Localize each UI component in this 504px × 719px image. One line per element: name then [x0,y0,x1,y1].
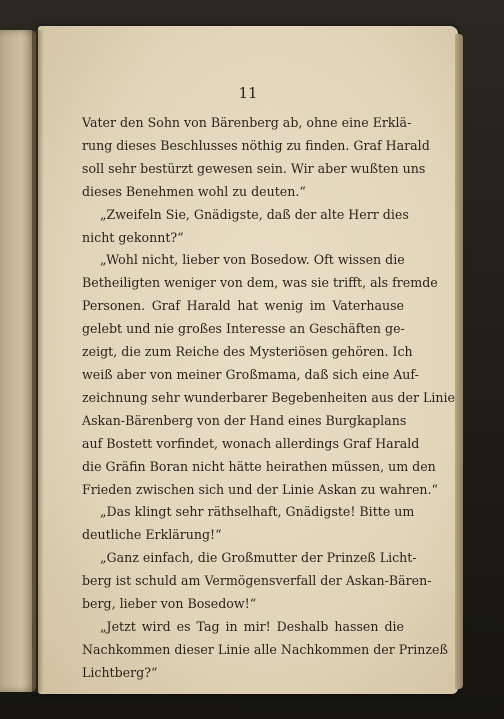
text-line: Personen. Graf Harald hat wenig im Vaterhause [82,298,404,314]
text-line: auf Bostett vorfindet, wonach allerdings Graf Harald [82,435,420,451]
text-line: zeichnung sehr wunderbarer Begebenheiten aus der Linie [82,389,456,405]
page-number: 11 [238,84,258,102]
binding-shadow [32,30,44,692]
text-line: nicht gekonnt?“ [82,229,184,245]
text-line: Vater den Sohn von Bärenberg ab, ohne eine Erklä- [82,115,412,130]
text-line: berg ist schuld am Vermögensverfall der Askan-Bären- [82,573,432,589]
text-line: weiß aber von meiner Großmama, daß sich eine Auf- [82,366,419,382]
text-line: soll sehr bestürzt gewesen sein. Wir aber wußten uns [82,160,426,176]
page-stack-edge [455,34,463,689]
text-line: die Gräfin Boran nicht hätte heirathen müssen, um den [82,458,436,474]
text-line: „Das klingt sehr räthselhaft, Gnädigste! Bitte um [100,504,415,520]
text-line: Lichtberg?“ [82,664,158,680]
text-line: berg, lieber von Bosedow!“ [82,596,257,612]
text-line: zeigt, die zum Reiche des Mysteriösen gehören. Ich [82,344,413,360]
text-line: Nachkommen dieser Linie alle Nachkommen der Prinzeß [82,641,448,657]
text-line: dieses Benehmen wohl zu deuten.“ [82,183,306,199]
text-line: „Zweifeln Sie, Gnädigste, daß der alte Herr dies [100,206,409,222]
text-line: „Wohl nicht, lieber von Bosedow. Oft wissen die [100,252,405,268]
facing-page-edge [0,30,36,692]
text-line: Betheiligten weniger von dem, was sie trifft, als fremde [82,275,438,291]
text-line: Askan-Bärenberg von der Hand eines Burgkaplans [82,412,407,428]
body-text [82,112,456,685]
text-line: „Jetzt wird es Tag in mir! Deshalb hassen die [100,618,404,634]
text-line: Frieden zwischen sich und der Linie Askan zu wahren.“ [82,481,438,497]
text-line: gelebt und nie großes Interesse an Geschäften ge- [82,321,405,337]
text-line: deutliche Erklärung!“ [82,527,222,543]
text-line: „Ganz einfach, die Großmutter der Prinzeß Licht- [100,550,417,566]
text-line: rung dieses Beschlusses nöthig zu finden. Graf Harald [82,137,430,153]
